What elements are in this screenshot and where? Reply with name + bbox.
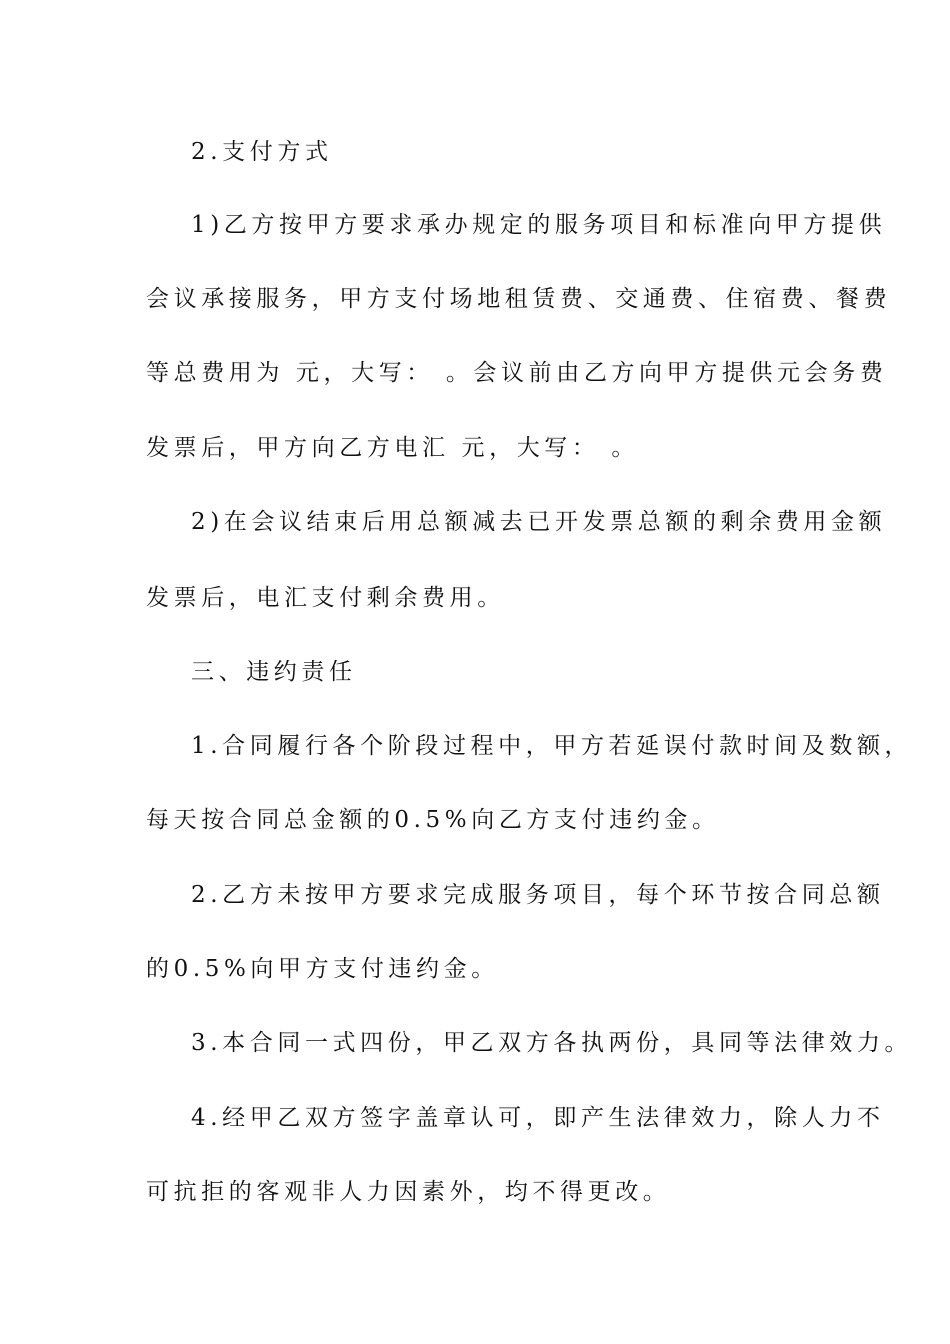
paragraph-line: 等总费用为 元，大写： 。会议前由乙方向甲方提供元会务费 — [146, 360, 888, 386]
paragraph-line: 的0.5%向甲方支付违约金。 — [146, 956, 499, 982]
section-heading-payment-method: 2.支付方式 — [191, 139, 333, 165]
paragraph-line: 1.合同履行各个阶段过程中，甲方若延误付款时间及数额， — [191, 733, 913, 759]
paragraph-line: 每天按合同总金额的0.5%向乙方支付违约金。 — [146, 807, 720, 833]
paragraph-line: 1)乙方按甲方要求承办规定的服务项目和标准向甲方提供 — [191, 212, 887, 238]
paragraph-line: 4.经甲乙双方签字盖章认可，即产生法律效力，除人力不 — [191, 1105, 885, 1131]
section-heading-breach-liability: 三、违约责任 — [191, 659, 357, 685]
paragraph-line: 发票后，甲方向乙方电汇 元，大写： 。 — [146, 435, 640, 461]
paragraph-line: 2.乙方未按甲方要求完成服务项目，每个环节按合同总额 — [191, 882, 885, 908]
paragraph-line: 3.本合同一式四份，甲乙双方各执两份，具同等法律效力。 — [191, 1030, 913, 1056]
paragraph-line: 可抗拒的客观非人力因素外，均不得更改。 — [146, 1179, 671, 1205]
paragraph-line: 会议承接服务，甲方支付场地租赁费、交通费、住宿费、餐费 — [146, 286, 892, 312]
paragraph-line: 2)在会议结束后用总额减去已开发票总额的剩余费用金额 — [191, 509, 887, 535]
paragraph-line: 发票后，电汇支付剩余费用。 — [146, 585, 505, 611]
